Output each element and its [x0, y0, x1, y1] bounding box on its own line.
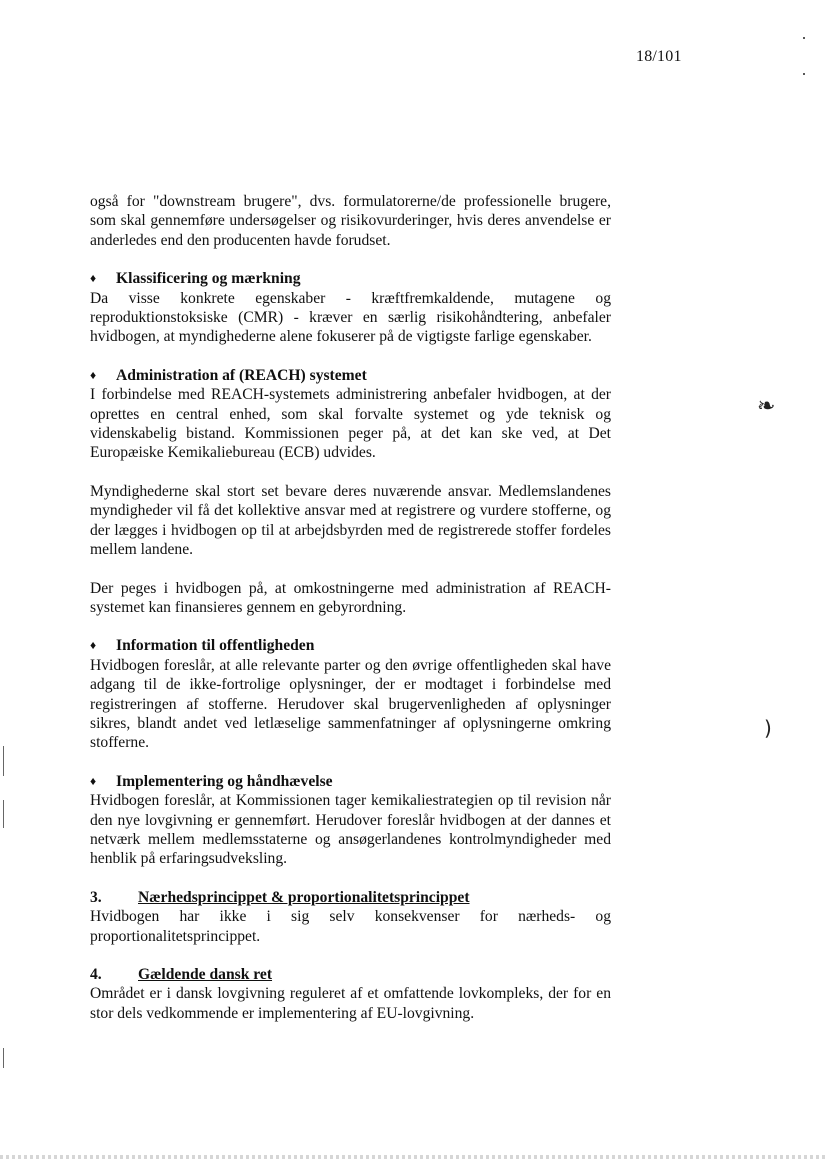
numbered-section-danish-law	[90, 965, 611, 1023]
scan-edge-line	[3, 800, 4, 828]
scan-bottom-edge	[0, 1155, 827, 1159]
section-heading	[90, 636, 611, 655]
section-heading-text: Klassificering og mærkning	[116, 270, 301, 288]
numbered-heading	[90, 965, 611, 984]
punch-hole-mark-icon: ❧	[757, 394, 776, 419]
numbered-section-text: Hvidbogen har ikke i sig selv konsekvenser for nærheds- og proportionalitetsprincippet.	[90, 908, 611, 945]
numbered-heading-title: Gældende dansk ret	[138, 966, 273, 983]
numbered-heading	[90, 888, 611, 907]
scan-speck	[803, 37, 805, 39]
scan-speck	[803, 73, 805, 75]
section-heading-text: Administration af (REACH) systemet	[116, 366, 367, 384]
section-number: 3.	[90, 888, 102, 906]
intro-paragraph: også for "downstream brugere", dvs. formulatorerne/de professionelle brugere, som skal gennemføre undersøgelser og risikovurderinger, hvis deres anvendelse er anderledes end den producenten havde forudset.	[90, 193, 611, 249]
page-number: 18/101	[636, 48, 682, 65]
numbered-section-text: Området er i dansk lovgivning reguleret af et omfattende lovkompleks, der for en stor dels vedkommende er implementering af EU-lovgivning.	[90, 985, 611, 1022]
scan-edge-line	[3, 1048, 4, 1068]
section-administration	[90, 366, 611, 617]
section-heading-text: Implementering og håndhævelse	[116, 772, 333, 790]
section-paragraph: I forbindelse med REACH-systemets administrering anbefaler hvidbogen, at der oprettes en central enhed, som skal forvalte systemet og yde teknisk og videnskabelig bistand. Kommissionen peger på, at det kan ske ved, at Det Europæiske Kemikaliebureau (ECB) udvides.	[90, 386, 611, 462]
diamond-bullet-icon: ♦	[90, 367, 97, 382]
section-number: 4.	[90, 966, 102, 983]
section-public-information	[90, 636, 611, 752]
punch-hole-mark-icon: )	[764, 716, 772, 740]
scan-edge-line	[3, 746, 4, 776]
diamond-bullet-icon: ♦	[90, 638, 97, 653]
section-paragraph: Myndighederne skal stort set bevare deres nuværende ansvar. Medlemslandenes myndigheder vil få det kollektive ansvar med at registrere og vurdere stofferne, og der lægges i hvidbogen op til at arbejdsbyrden med de registrerede stoffer fordeles mellem landene.	[90, 482, 611, 559]
section-implementation	[90, 772, 611, 869]
diamond-bullet-icon: ♦	[90, 271, 97, 286]
diamond-bullet-icon: ♦	[90, 773, 97, 788]
numbered-section-subsidiarity	[90, 888, 611, 946]
section-classification	[90, 269, 611, 347]
section-heading	[90, 772, 611, 791]
section-paragraph: Der peges i hvidbogen på, at omkostningerne med administration af REACH-systemet kan finansieres gennem en gebyrordning.	[90, 579, 611, 616]
section-paragraph: Da visse konkrete egenskaber - kræftfremkaldende, mutagene og reproduktionstoksiske (CMR) - kræver en særlig risikohåndtering, anbefaler hvidbogen, at myndighederne alene fokuserer på de vigtigste farlige egenskaber.	[90, 289, 611, 346]
section-paragraph: Hvidbogen foreslår, at alle relevante parter og den øvrige offentligheden skal have adgang til de ikke-fortrolige oplysninger, der er modtaget i forbindelse med registreringen af stofferne. Herudover skal brugervenligheden af oplysninger sikres, blandt andet ved letlæselige sammenfatninger af oplysningerne omkring stofferne.	[90, 656, 611, 752]
section-heading	[90, 366, 611, 385]
document-body	[90, 192, 611, 1023]
section-heading-text: Information til offentligheden	[116, 637, 315, 655]
numbered-heading-title: Nærhedsprincippet & proportionalitetsprincippet	[138, 888, 470, 906]
section-heading	[90, 269, 611, 288]
section-paragraph: Hvidbogen foreslår, at Kommissionen tager kemikaliestrategien op til revision når den nye lovgivning er gennemført. Herudover foreslår hvidbogen at der dannes et netværk mellem medlemsstaterne og ansøgerlandenes kontrolmyndigheder med henblik på erfaringsudveksling.	[90, 792, 611, 868]
